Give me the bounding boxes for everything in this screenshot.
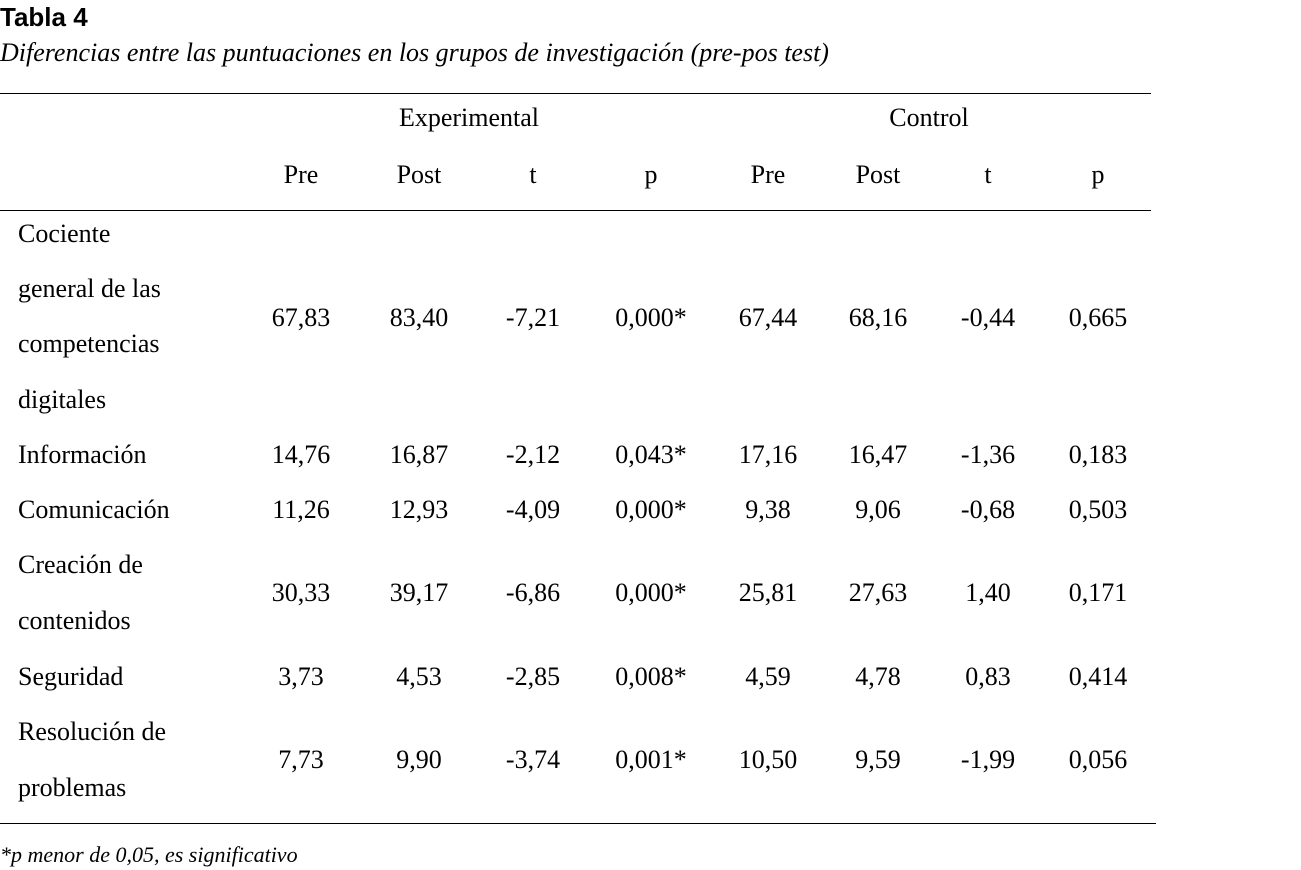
group-header-control: Control (889, 103, 969, 132)
table-cell: 0,503 (1068, 495, 1128, 524)
table-cell: 14,76 (271, 440, 331, 469)
table-cell: 83,40 (389, 303, 449, 332)
table-cell: -1,36 (960, 440, 1016, 469)
table-cell: 4,78 (855, 662, 901, 691)
table-cell: -0,68 (960, 495, 1016, 524)
table-cell: 9,59 (855, 745, 901, 774)
row-label: Cociente (18, 219, 111, 248)
column-header: p (644, 160, 658, 189)
table-cell: 16,47 (848, 440, 908, 469)
table-cell: 0,000* (615, 578, 687, 607)
table-cell: -2,85 (505, 662, 561, 691)
column-header: t (984, 160, 992, 189)
row-label: Creación de (18, 550, 143, 579)
table-cell: 0,83 (965, 662, 1011, 691)
table-cell: 1,40 (965, 578, 1011, 607)
column-header: Pre (283, 160, 319, 189)
table-cell: 9,90 (396, 745, 442, 774)
table-cell: 4,53 (396, 662, 442, 691)
table-label: Tabla 4 (0, 2, 88, 32)
table-footnote: *p menor de 0,05, es significativo (0, 842, 298, 867)
table-cell: 0,001* (615, 745, 687, 774)
table-cell: 67,44 (738, 303, 798, 332)
column-header: t (529, 160, 537, 189)
table-cell: 0,183 (1068, 440, 1128, 469)
table-cell: 0,043* (615, 440, 687, 469)
table-cell: 17,16 (738, 440, 798, 469)
table-cell: 0,000* (615, 495, 687, 524)
table-cell: 9,06 (855, 495, 901, 524)
table-cell: 39,17 (389, 578, 449, 607)
table-cell: -3,74 (505, 745, 561, 774)
table-cell: 30,33 (271, 578, 331, 607)
table-cell: 3,73 (278, 662, 324, 691)
column-header: Post (396, 160, 442, 189)
column-header: p (1091, 160, 1105, 189)
top-rule (0, 93, 1151, 94)
row-label: competencias (18, 329, 160, 358)
table-cell: 0,008* (615, 662, 687, 691)
table-cell: 0,665 (1068, 303, 1128, 332)
table-cell: 25,81 (738, 578, 798, 607)
table-cell: -4,09 (505, 495, 561, 524)
row-label: Comunicación (18, 495, 170, 524)
table-cell: 9,38 (745, 495, 791, 524)
row-label: Resolución de (18, 717, 167, 746)
table-cell: 0,056 (1068, 745, 1128, 774)
group-header-experimental: Experimental (398, 103, 540, 132)
table-cell: 0,000* (615, 303, 687, 332)
table-cell: 16,87 (389, 440, 449, 469)
table-cell: 67,83 (271, 303, 331, 332)
table-cell: -6,86 (505, 578, 561, 607)
table-cell: -2,12 (505, 440, 561, 469)
table-cell: 0,414 (1068, 662, 1128, 691)
header-rule (0, 210, 1151, 211)
table-cell: 0,171 (1068, 578, 1128, 607)
column-header: Post (855, 160, 901, 189)
row-label: general de las (18, 274, 161, 303)
table-cell: 11,26 (272, 495, 330, 524)
bottom-rule (0, 823, 1156, 824)
table-cell: 68,16 (848, 303, 908, 332)
table-cell: 12,93 (389, 495, 449, 524)
row-label: digitales (18, 385, 107, 414)
table-cell: 7,73 (278, 745, 324, 774)
table-cell: 4,59 (745, 662, 791, 691)
table-cell: -1,99 (960, 745, 1016, 774)
row-label: problemas (18, 773, 127, 802)
column-header: Pre (750, 160, 786, 189)
table-cell: -0,44 (960, 303, 1016, 332)
table-cell: 10,50 (738, 745, 798, 774)
table-caption: Diferencias entre las puntuaciones en los grupos de investigación (pre-pos test) (0, 38, 829, 67)
row-label: Información (18, 440, 147, 469)
row-label: contenidos (18, 606, 131, 635)
table-cell: -7,21 (505, 303, 561, 332)
table-cell: 27,63 (848, 578, 908, 607)
row-label: Seguridad (18, 662, 124, 691)
